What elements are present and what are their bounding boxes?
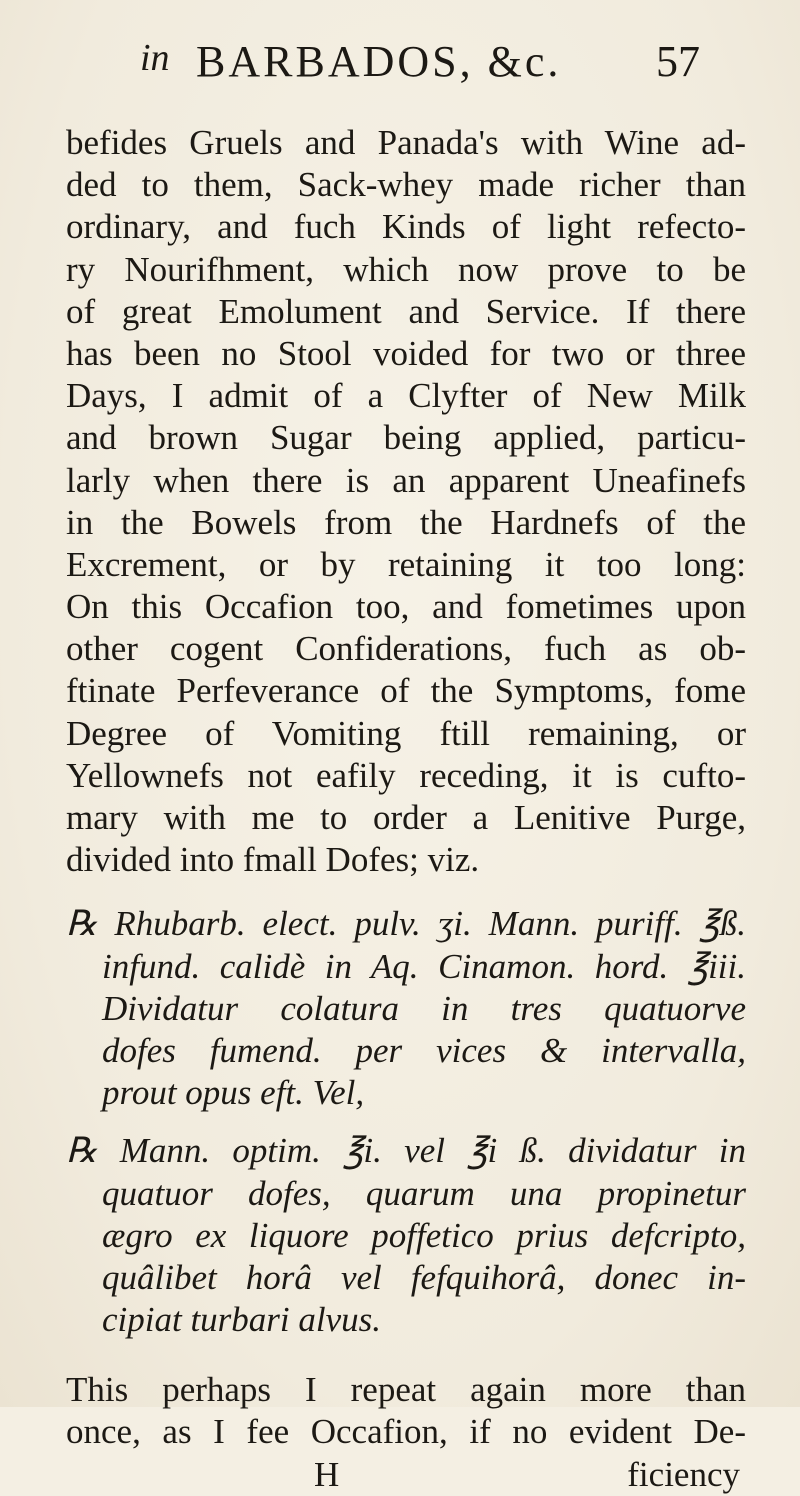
recipe-line: infund. calidè in Aq. Cinamon. hord. ℥iii. (102, 946, 746, 986)
recipe-line: ℞ Rhubarb. elect. pulv. ʒi. Mann. puriff. ℥ß. (66, 904, 746, 944)
text-line: Yellownefs not eafily receding, it is cufto- (66, 755, 746, 795)
recipe-line: prout opus eft. Vel, (102, 1073, 365, 1113)
text-line: ry Nourifhment, which now prove to be (66, 249, 746, 289)
text-line: of great Emolument and Service. If there (66, 291, 746, 331)
text-line: mary with me to order a Lenitive Purge, (66, 798, 746, 837)
text-line: Excrement, or by retaining it too long: (66, 544, 746, 584)
text-line: divided into fmall Dofes; viz. (66, 840, 480, 880)
text-line: larly when there is an apparent Uneafinefs (66, 460, 746, 500)
recipe-line: ℞ Mann. optim. ℥i. vel ℥i ß. dividatur in (66, 1131, 746, 1171)
signature-mark: H (314, 1454, 340, 1494)
text-line: Degree of Vomiting ftill remaining, or (66, 713, 746, 753)
recipe-line: quatuor dofes, quarum una propinetur (102, 1173, 746, 1213)
recipe-1 (66, 903, 746, 1114)
recipe-line: Dividatur colatura in tres quatuorve (102, 988, 746, 1028)
paragraph-1 (66, 122, 746, 881)
running-header (140, 36, 700, 96)
recipe-line: dofes fumend. per vices & intervalla, (102, 1030, 746, 1070)
text-line: other cogent Confiderations, fuch as ob- (66, 629, 746, 669)
catchword: ficiency (627, 1454, 740, 1494)
paragraph-gap (66, 1341, 746, 1369)
text-line: On this Occafion too, and fometimes upon (66, 587, 746, 627)
recipe-2 (66, 1130, 746, 1341)
text-line: ordinary, and fuch Kinds of light refecto- (66, 207, 746, 247)
text-line: befides Gruels and Panada's with Wine ad- (66, 123, 746, 162)
header-title: BARBADOS, &c. (196, 37, 562, 86)
text-line: once, as I fee Occafion, if no evident De- (66, 1412, 746, 1452)
text-line: in the Bowels from the Hardnefs of the (66, 502, 746, 542)
text-line: and brown Sugar being applied, particu- (66, 418, 746, 458)
recipe-line: ægro ex liquore poffetico prius defcripto, (102, 1215, 746, 1255)
paragraph-2 (66, 1369, 746, 1453)
text-line: has been no Stool voided for two or three (66, 333, 746, 373)
header-lead: in (140, 37, 170, 79)
text-line: Days, I admit of a Clyfter of New Milk (66, 376, 746, 416)
text-line: ded to them, Sack-whey made richer than (66, 165, 746, 205)
text-line: This perhaps I repeat again more than (66, 1370, 746, 1410)
recipe-line: quâlibet horâ vel fefquihorâ, donec in- (102, 1257, 746, 1297)
text-body (66, 122, 746, 1496)
page-number: 57 (656, 37, 700, 86)
text-line: ftinate Perfeverance of the Symptoms, fome (66, 671, 746, 711)
page-footer (66, 1454, 746, 1496)
recipe-line: cipiat turbari alvus. (102, 1300, 382, 1340)
